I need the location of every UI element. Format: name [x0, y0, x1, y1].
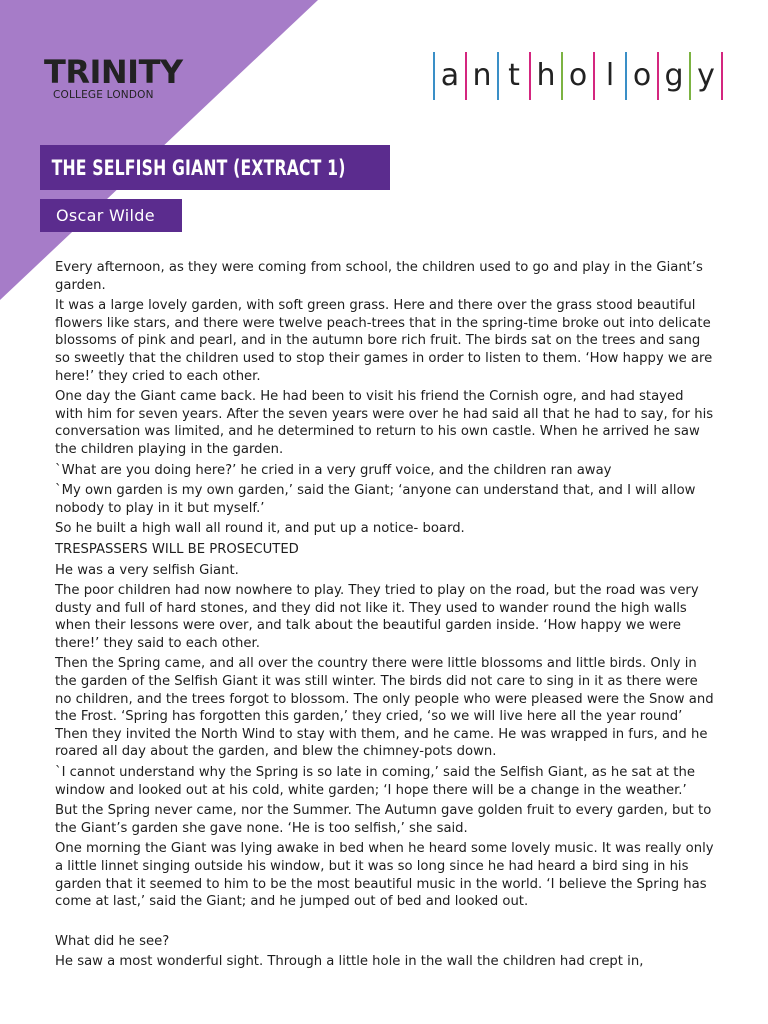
anthology-wordmark [433, 52, 723, 100]
anthology-letter: n [472, 58, 492, 93]
story-paragraph: Then the Spring came, and all over the country there were little blossoms and little birds. Only in the garden of the Selfish Giant it was still winter. The birds did not care to sing in it as there were no children, and the trees forgot to blossom. The only people who were pleased were the Snow and the Frost. ‘Spring has forgotten this garden,’ they cried, ‘so we will live here all the year round’ Then they invited the North Wind to stay with them, and he came. He was wrapped in furs, and he roared all day about the garden, and blew the chimney-pots down. [55, 656, 714, 760]
story-paragraph: One day the Giant came back. He had been to visit his friend the Cornish ogre, and had stayed with him for seven years. After the seven years were over he had said all that he had to say, for his conversation was limited, and he determined to return to his own castle. When he arrived he saw the children playing in the garden. [55, 389, 714, 457]
anthology-letter: a [440, 58, 460, 93]
story-text [55, 259, 715, 974]
story-paragraph: He was a very selfish Giant. [55, 562, 239, 578]
logo-wordmark: TRINITY [44, 53, 183, 91]
anthology-letter: o [632, 58, 652, 93]
anthology-letter: o [568, 58, 588, 93]
logo-subtitle: COLLEGE LONDON [53, 89, 154, 101]
story-paragraph: It was a large lovely garden, with soft green grass. Here and there over the grass stood beautiful flowers like stars, and there were twelve peach-trees that in the spring-time broke out into delicate blossoms of pink and pearl, and in the autumn bore rich fruit. The birds sat on the trees and sang so sweetly that the children used to stop their games in order to listen to them. ‘How happy we are here!’ they cried to each other. [55, 298, 713, 384]
story-paragraph: One morning the Giant was lying awake in bed when he heard some lovely music. It was really only a little linnet singing outside his window, but it was so long since he had heard a bird sing in his garden that it seemed to him to be the most beautiful music in the world. ‘I believe the Spring has come at last,’ said the Giant; and he jumped out of bed and looked out. [55, 841, 714, 910]
anthology-letter: g [664, 58, 684, 93]
page-title: THE SELFISH GIANT (EXTRACT 1) [51, 155, 346, 180]
anthology-letter: y [697, 58, 715, 93]
story-paragraph: Every afternoon, as they were coming from school, the children used to go and play in the Giant’s garden. [55, 260, 703, 293]
story-paragraph: TRESPASSERS WILL BE PROSECUTED [55, 541, 299, 557]
anthology-letter: l [605, 58, 615, 93]
story-paragraph: The poor children had now nowhere to play. They tried to play on the road, but the road was very dusty and full of hard stones, and they did not like it. They used to wander round the high walls when their lessons were over, and talk about the beautiful garden inside. ‘How happy we were there!’ they said to each other. [55, 583, 699, 651]
story-paragraph: `What are you doing here?’ he cried in a very gruff voice, and the children ran away [55, 462, 612, 478]
anthology-letter: t [508, 58, 520, 93]
trinity-logo [44, 53, 183, 101]
story-paragraph: `My own garden is my own garden,’ said the Giant; ‘anyone can understand that, and I will allow nobody to play in it but myself.’ [55, 483, 696, 516]
author-name: Oscar Wilde [56, 206, 155, 225]
story-paragraph: So he built a high wall all round it, and put up a notice- board. [55, 521, 465, 537]
author-banner [40, 199, 182, 232]
story-paragraph: `I cannot understand why the Spring is so late in coming,’ said the Selfish Giant, as he sat at the window and looked out at his cold, white garden; ‘I hope there will be a change in the weather.’ [55, 765, 695, 798]
anthology-letter: h [536, 58, 556, 93]
story-paragraph: What did he see? [55, 933, 170, 949]
anthology-divider-bar [721, 52, 723, 100]
story-paragraph: But the Spring never came, nor the Summer. The Autumn gave golden fruit to every garden, but to the Giant’s garden she gave none. ‘He is too selfish,’ she said. [55, 803, 712, 836]
title-banner [40, 145, 390, 190]
story-paragraph: He saw a most wonderful sight. Through a little hole in the wall the children had crept in, [55, 954, 644, 970]
